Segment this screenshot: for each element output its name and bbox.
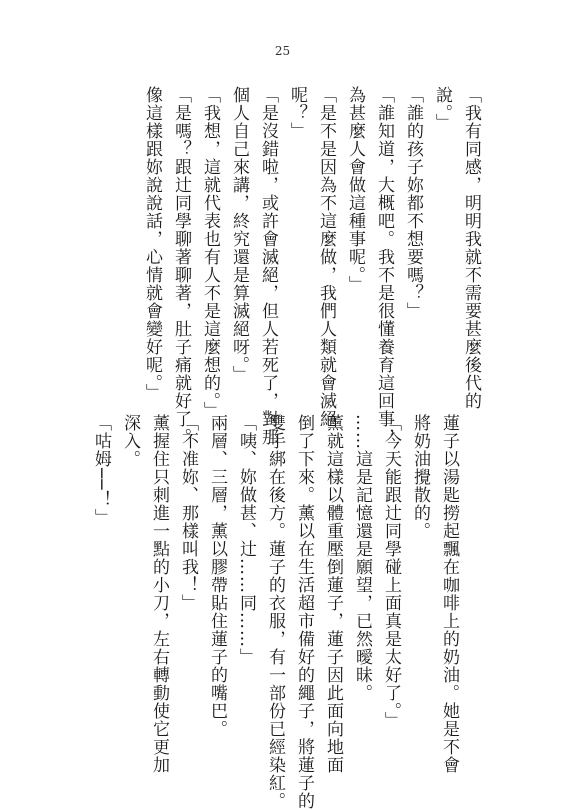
page-number: 25 [274, 44, 291, 58]
text-line: 薰握住只刺進一點的小刀，左右轉動使它更加 [149, 414, 169, 774]
text-line: 薰就這樣以體重壓倒蓮子，蓮子因此面向地面 [323, 414, 343, 774]
text-line: 「咕姆──！」 [91, 414, 111, 527]
text-line: 「誰知道，大概吧。我不是很懂養育這回事， [374, 86, 394, 446]
text-line: 個人自己來講，終究還是算滅絕呀。」 [229, 86, 249, 384]
text-line: 「我有同感，明明我就不需要甚麼後代的 [461, 86, 481, 410]
text-line: 兩層、三層，薰以膠帶貼住蓮子的嘴巴。 [207, 414, 227, 738]
text-line: 「是嗎？跟辻同學聊著聊著，肚子痛就好了。 [171, 86, 191, 446]
text-line: 呢？」 [287, 86, 307, 140]
text-line: 「是不是因為不這麼做，我們人類就會滅絕 [316, 86, 336, 428]
text-line: 「咦、妳做甚、辻……同……」 [236, 414, 256, 666]
text-line: 深入。 [120, 414, 140, 468]
text-block-bottom [86, 414, 463, 810]
text-line: 「是沒錯啦，或許會滅絕，但人若死了，對那 [258, 86, 278, 446]
text-line: ……這是記憶還是願望，已然曖昧。 [352, 414, 372, 702]
text-line: 倒了下來。薰以在生活超市備好的繩子，將蓮子的 [294, 414, 314, 810]
text-line: 「我想，這就代表也有人不是這麼想的。」 [200, 86, 220, 420]
text-line: 蓮子以湯匙撈起飄在咖啡上的奶油。她是不會 [439, 414, 459, 774]
text-line: 為甚麼人會做這種事呢。」 [345, 86, 365, 294]
text-line: 說。」 [432, 86, 452, 132]
text-line: 將奶油攪散的。 [410, 414, 430, 540]
text-line: 「誰的孩子妳都不想要嗎？」 [403, 86, 423, 320]
text-line: 像這樣跟妳說說話，心情就會變好呢。」 [142, 86, 162, 402]
text-block-top [137, 86, 485, 446]
text-line: 雙手綁在後方。蓮子的衣服，有一部份已經染紅。 [265, 414, 285, 810]
text-line: 「不准妳、那樣叫我！」 [178, 414, 198, 612]
text-line: 「今天能跟辻同學碰上面真是太好了。」 [381, 414, 401, 730]
